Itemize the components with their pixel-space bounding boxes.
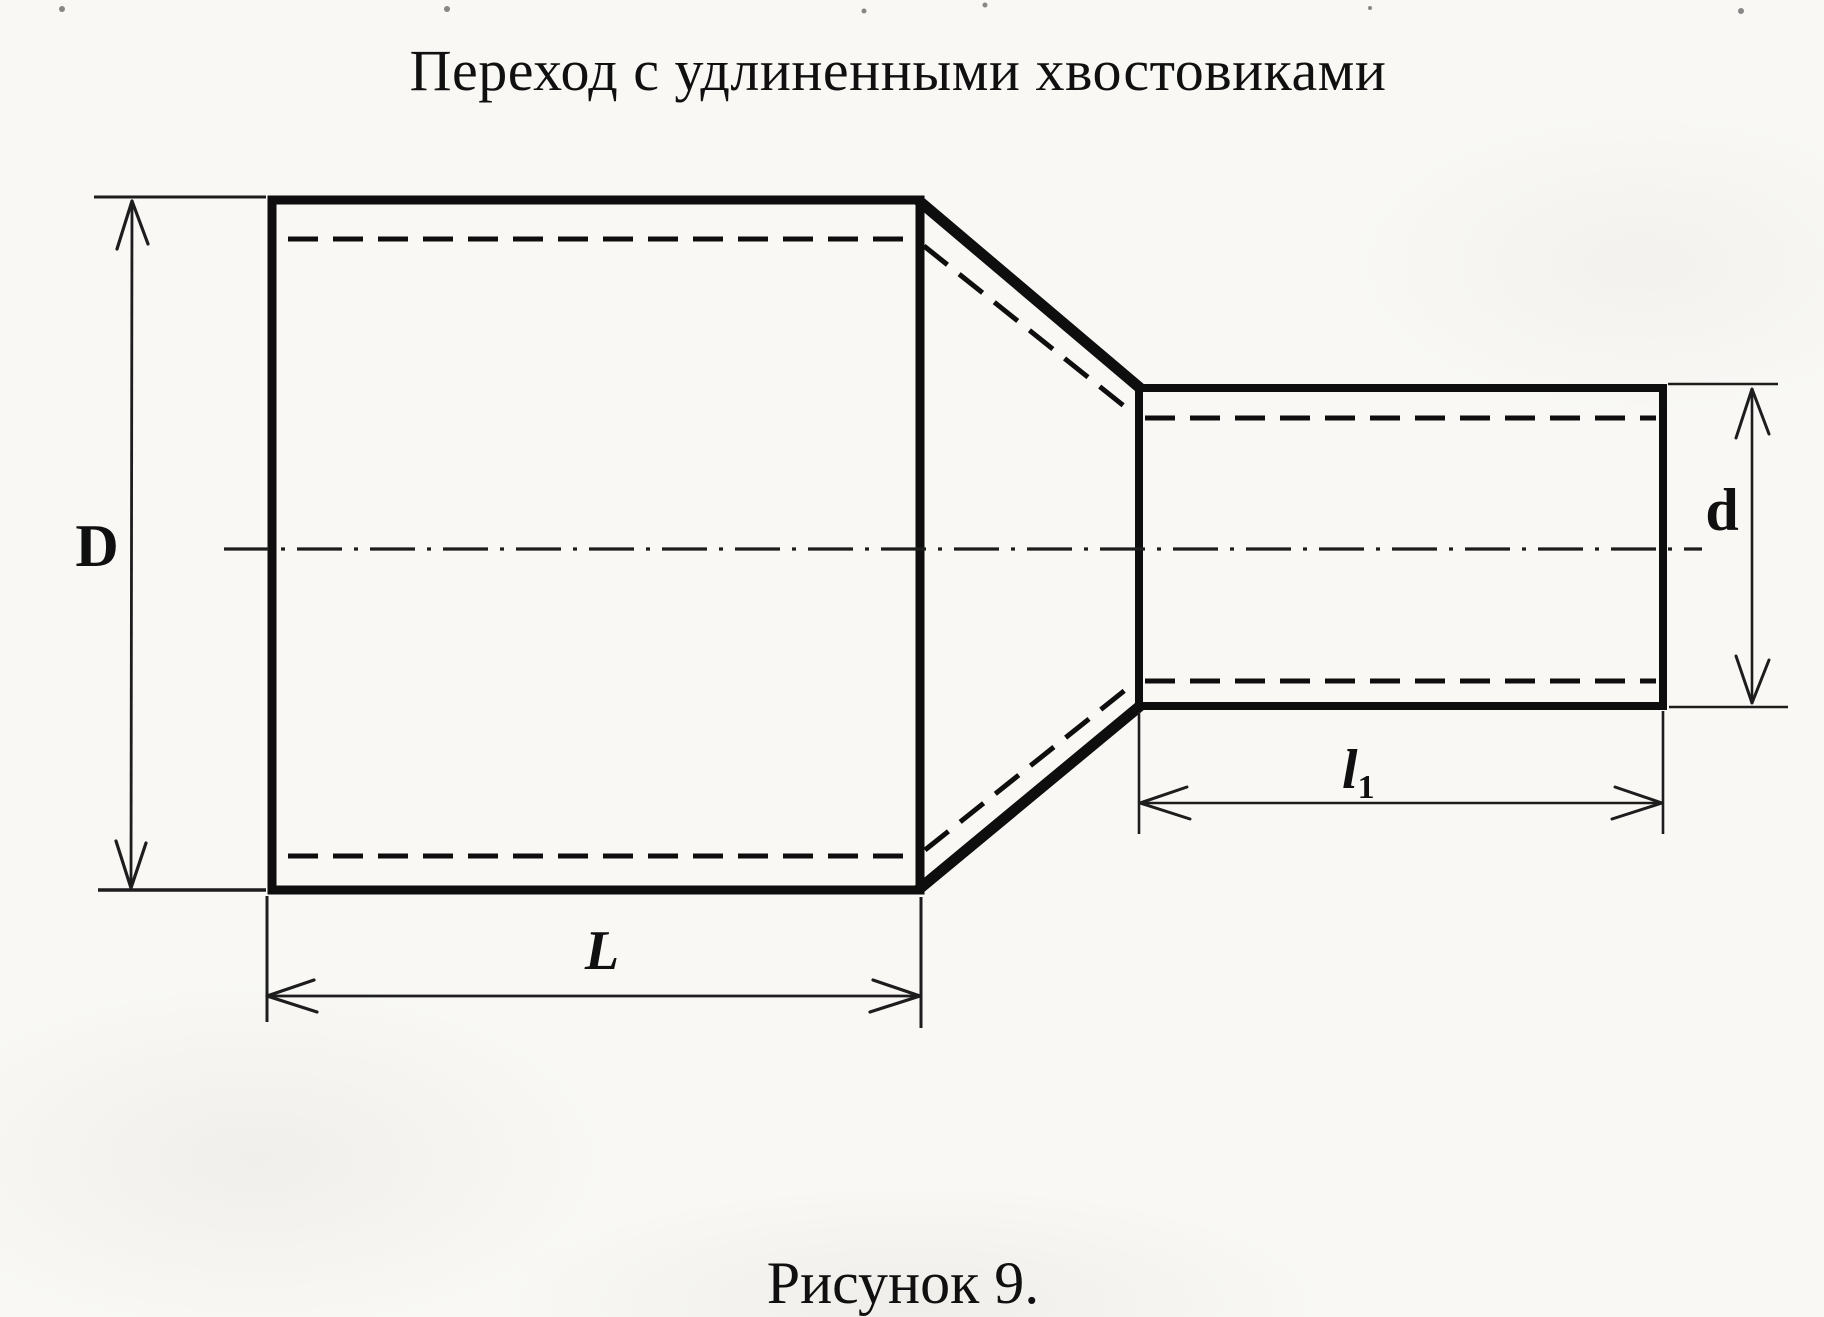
scan-speck <box>862 9 867 14</box>
scan-speck <box>983 3 988 8</box>
extension-lines <box>94 197 1788 1028</box>
body-length-label: L <box>584 920 620 982</box>
reducer-outline <box>272 200 1663 890</box>
drawing-title: Переход с удлиненными хвостовиками <box>409 38 1387 103</box>
large-diameter-label: D <box>75 513 119 579</box>
shank-length-subscript: 1 <box>1357 769 1375 806</box>
scan-specks <box>59 3 1744 15</box>
scan-speck <box>59 6 65 12</box>
scan-speck <box>444 6 450 12</box>
small-shank-outline <box>1139 388 1663 706</box>
large-shank-outline <box>272 200 920 890</box>
scan-speck <box>1368 6 1372 10</box>
cone-inner-top-line <box>924 246 1134 414</box>
shank-length-label <box>1342 739 1375 806</box>
scan-speck <box>1738 8 1744 14</box>
cone-top-edge <box>918 200 1140 388</box>
shank-length-letter: l <box>1342 739 1358 801</box>
small-diameter-label: d <box>1705 477 1739 543</box>
cone-inner-bottom-line <box>925 683 1134 850</box>
figure-caption: Рисунок 9. <box>766 1250 1040 1316</box>
dimension-line-D <box>131 203 132 886</box>
cone-bottom-edge <box>918 706 1140 890</box>
